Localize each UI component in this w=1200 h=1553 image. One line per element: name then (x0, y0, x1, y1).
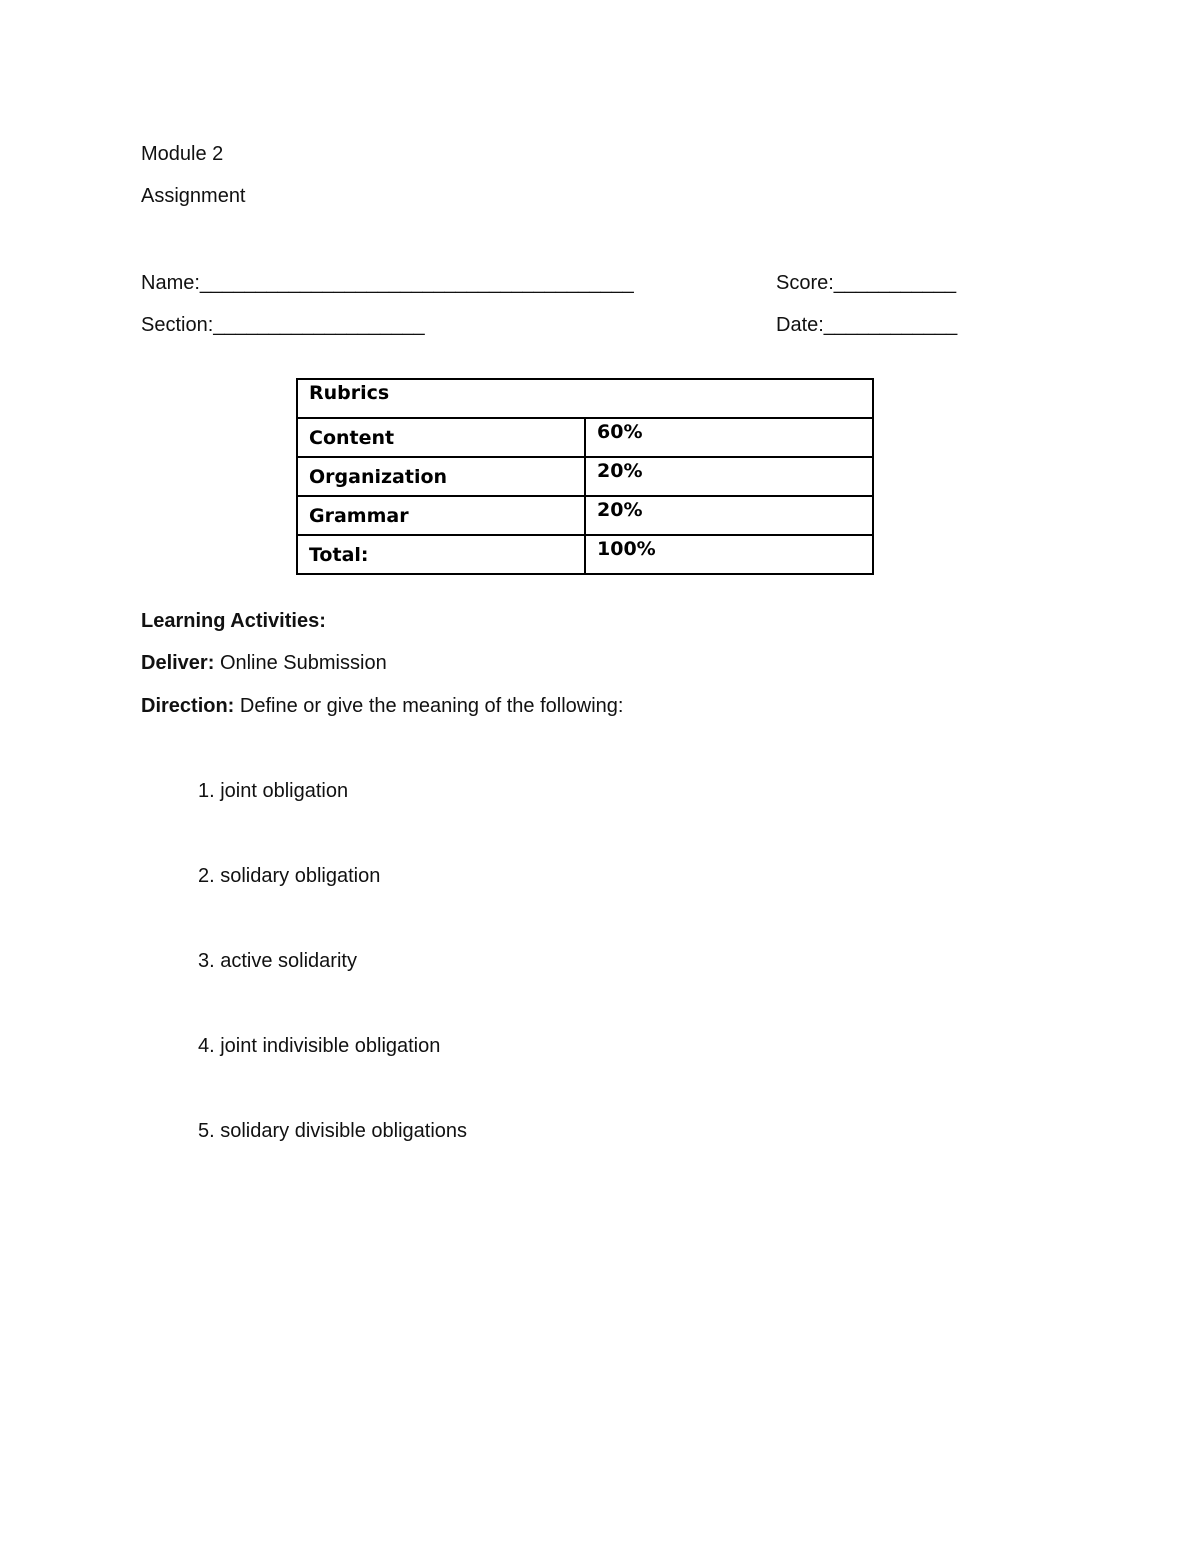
list-item: 4. joint indivisible obligation (198, 1035, 441, 1057)
assignment-heading: Assignment (141, 185, 246, 207)
rubric-value: 20% (585, 496, 873, 535)
list-item: 3. active solidarity (198, 950, 357, 972)
list-item: 1. joint obligation (198, 780, 349, 802)
rubric-label: Total: (297, 535, 585, 574)
rubric-value: 20% (585, 457, 873, 496)
deliver-value: Online Submission (219, 652, 387, 674)
deliver-line (141, 651, 387, 675)
list-item: 2. solidary obligation (198, 865, 381, 887)
module-heading: Module 2 (141, 143, 224, 165)
rubric-label: Content (297, 418, 585, 457)
rubrics-row-organization (297, 457, 873, 496)
deliver-label: Deliver: (141, 652, 215, 674)
direction-value: Define or give the meaning of the following: (239, 695, 624, 717)
direction-label: Direction: (141, 695, 235, 717)
rubrics-row-grammar (297, 496, 873, 535)
rubric-value: 100% (585, 535, 873, 574)
section-field: Section:___________________ (141, 314, 425, 336)
rubric-value: 60% (585, 418, 873, 457)
rubrics-row-content (297, 418, 873, 457)
rubrics-table (296, 378, 874, 575)
list-item: 5. solidary divisible obligations (198, 1120, 468, 1142)
score-field: Score:___________ (776, 272, 957, 294)
date-field: Date:____________ (776, 314, 958, 336)
rubric-label: Grammar (297, 496, 585, 535)
learning-activities-heading: Learning Activities: (141, 610, 326, 632)
direction-line (141, 694, 623, 718)
rubric-label: Organization (297, 457, 585, 496)
rubrics-title: Rubrics (297, 379, 873, 418)
rubrics-row-total (297, 535, 873, 574)
name-field: Name:_______________________________________ (141, 272, 634, 294)
rubrics-title-row (297, 379, 873, 418)
